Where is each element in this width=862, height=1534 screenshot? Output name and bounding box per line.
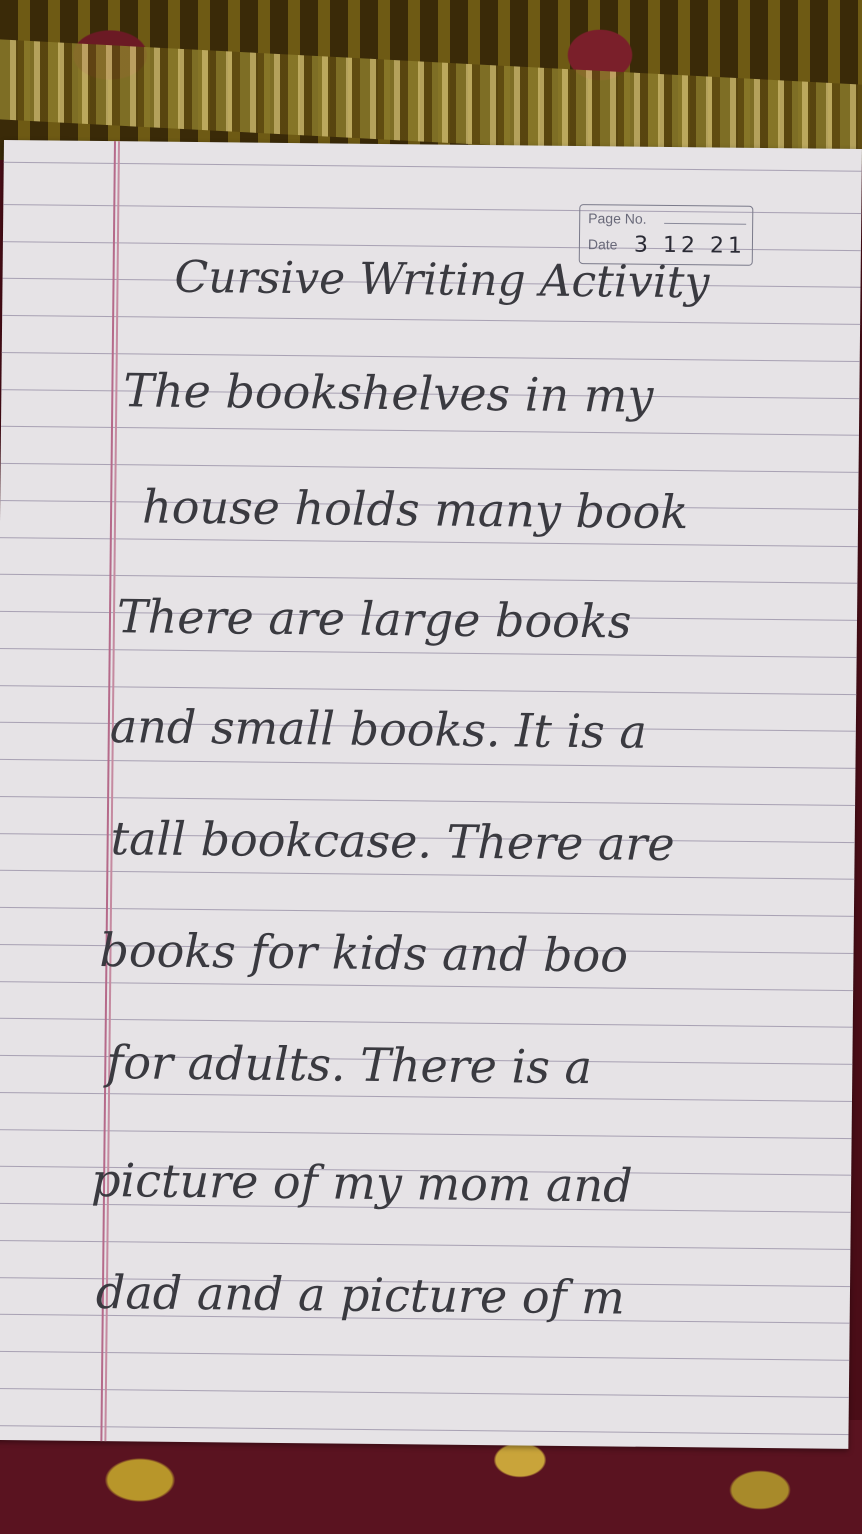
date-row [588,236,618,252]
date-value: 3 12 21 [633,232,747,259]
date-label: Date [587,236,618,253]
handwritten-line-8: picture of my mom and [90,1152,633,1213]
page-no-row [588,210,647,227]
fabric-background-top [0,0,862,160]
margin-line [100,141,116,1441]
page-title: Cursive Writing Activity [174,251,710,309]
handwritten-line-6: books for kids and boo [99,923,629,983]
handwritten-line-9: dad and a picture of m [95,1265,626,1325]
handwritten-line-5: tall bookcase. There are [110,811,675,872]
handwritten-line-2: house holds many book [141,479,689,540]
handwritten-line-4: and small books. It is a [109,699,648,759]
handwritten-line-1: The bookshelves in my [123,363,654,423]
handwritten-line-7: for adults. There is a [106,1035,593,1095]
notebook-page [0,140,862,1449]
page-no-blank [664,223,746,225]
handwritten-line-3: There are large books [116,589,632,649]
page-no-label: Page No. [588,210,647,227]
